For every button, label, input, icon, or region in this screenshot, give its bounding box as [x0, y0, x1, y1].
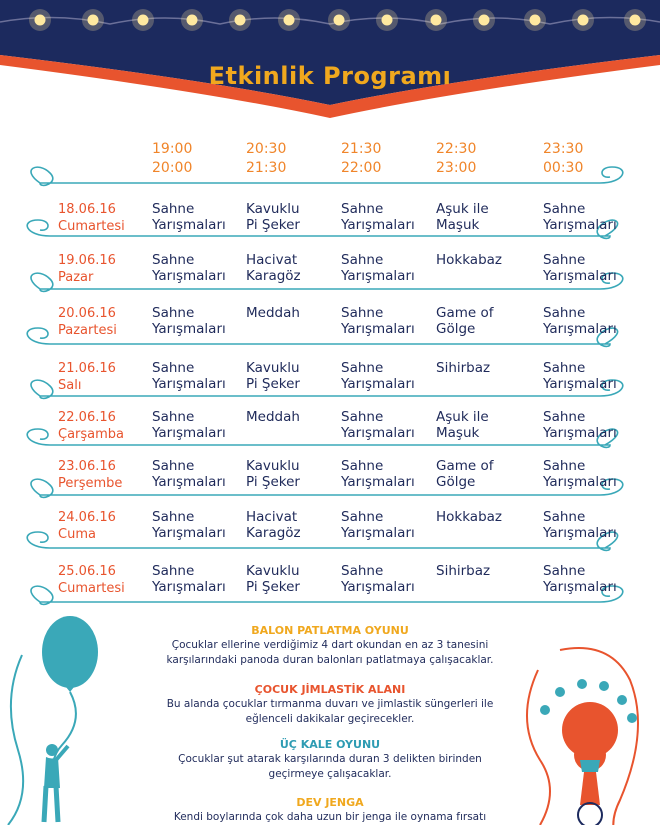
activity-desc: Çocuklar ellerine verdiğimiz 4 dart okundan en az 3 tanesini karşılarındaki panoda duran balonları patlatmaya çalışacaklar.	[166, 639, 494, 666]
schedule-cell: Sahne Yarışmaları	[152, 201, 226, 233]
schedule-cell: Hokkabaz	[436, 509, 503, 525]
activity-desc: Çocuklar şut atarak karşılarında duran 3 delikten birinden geçirmeye çalışacaklar.	[178, 753, 482, 780]
light-bulb	[35, 15, 46, 26]
light-bulb	[431, 15, 442, 26]
schedule-row	[0, 409, 660, 461]
schedule-cell: Sihirbaz	[436, 563, 491, 579]
schedule-cell: Sahne Yarışmaları	[341, 563, 415, 595]
row-date: 25.06.16 Cumartesi	[58, 564, 125, 596]
schedule-cell: Kavuklu Pi Şeker	[246, 360, 300, 392]
schedule-cell: Kavuklu Pi Şeker	[246, 201, 300, 233]
row-date: 22.06.16 Çarşamba	[58, 410, 125, 442]
activity-title: ÜÇ KALE OYUNU	[279, 738, 381, 751]
schedule-cell: Sahne Yarışmaları	[341, 201, 415, 233]
schedule-cell: Sahne Yarışmaları	[543, 201, 617, 233]
row-date: 20.06.16 Pazartesi	[58, 306, 117, 338]
time-slot-4: 22:30 23:00	[436, 141, 477, 176]
schedule-cell: Sahne Yarışmaları	[152, 458, 226, 490]
schedule-row	[0, 563, 660, 615]
schedule-cell: Sahne Yarışmaları	[543, 563, 617, 595]
schedule-cell: Sahne Yarışmaları	[152, 360, 226, 392]
light-bulb	[334, 15, 345, 26]
schedule-cell: Sahne Yarışmaları	[543, 305, 617, 337]
schedule-cell: Sahne Yarışmaları	[152, 305, 226, 337]
schedule-cell: Sahne Yarışmaları	[543, 409, 617, 441]
schedule-cell: Aşuk ile Maşuk	[436, 409, 489, 441]
schedule-cell: Sahne Yarışmaları	[341, 252, 415, 284]
schedule-table	[0, 140, 660, 610]
schedule-cell: Meddah	[246, 305, 300, 321]
light-bulb	[284, 15, 295, 26]
schedule-cell: Sahne Yarışmaları	[543, 252, 617, 284]
schedule-cell: Meddah	[246, 409, 300, 425]
light-bulb	[187, 15, 198, 26]
activity-title: ÇOCUK JİMLASTİK ALANI	[254, 683, 406, 696]
schedule-cell: Sahne Yarışmaları	[152, 509, 226, 541]
schedule-cell: Sahne Yarışmaları	[341, 409, 415, 441]
time-slot-2: 20:30 21:30	[246, 141, 287, 176]
activities-section	[0, 610, 660, 825]
schedule-cell: Sahne Yarışmaları	[543, 360, 617, 392]
light-bulb	[382, 15, 393, 26]
schedule-cell: Hacivat Karagöz	[246, 509, 301, 541]
light-bulb	[530, 15, 541, 26]
schedule-cell: Hokkabaz	[436, 252, 503, 268]
light-bulb	[479, 15, 490, 26]
schedule-cell: Sahne Yarışmaları	[152, 409, 226, 441]
row-date: 21.06.16 Salı	[58, 361, 116, 393]
schedule-cell: Game of Gölge	[436, 458, 494, 490]
activity-item	[145, 796, 515, 825]
time-slot-1: 19:00 20:00	[152, 141, 193, 176]
swirl-divider	[31, 167, 623, 185]
activity-item	[145, 738, 515, 782]
schedule-cell: Sahne Yarışmaları	[543, 458, 617, 490]
time-slot-3: 21:30 22:00	[341, 141, 382, 176]
schedule-cell: Sahne Yarışmaları	[341, 509, 415, 541]
time-slot-5: 23:30 00:30	[543, 141, 584, 176]
schedule-row	[0, 252, 660, 304]
schedule-cell: Sahne Yarışmaları	[152, 252, 226, 284]
schedule-row	[0, 201, 660, 253]
light-bulb	[138, 15, 149, 26]
balloon-child-icon	[8, 616, 98, 825]
schedule-cell: Sahne Yarışmaları	[341, 305, 415, 337]
row-date: 19.06.16 Pazar	[58, 253, 116, 285]
schedule-cell: Sahne Yarışmaları	[152, 563, 226, 595]
schedule-row	[0, 360, 660, 412]
activity-desc: Bu alanda çocuklar tırmanma duvarı ve jimlastik süngerleri ile eğlenceli dakikalar geçirecekler.	[166, 698, 494, 725]
activity-item	[145, 683, 515, 727]
activity-desc: Kendi boylarında çok daha uzun bir jenga ile oynama fırsatı	[173, 811, 487, 823]
light-bulb	[630, 15, 641, 26]
row-date: 18.06.16 Cumartesi	[58, 202, 125, 234]
row-date: 23.06.16 Perşembe	[58, 459, 123, 491]
schedule-cell: Game of Gölge	[436, 305, 494, 337]
header-banner	[0, 0, 660, 140]
juggler-clown-icon	[527, 648, 640, 825]
activity-item	[145, 624, 515, 668]
page-title: Etkinlik Programı	[208, 62, 452, 90]
schedule-cell: Sahne Yarışmaları	[341, 360, 415, 392]
schedule-cell: Sahne Yarışmaları	[341, 458, 415, 490]
schedule-cell: Hacivat Karagöz	[246, 252, 301, 284]
light-bulb	[235, 15, 246, 26]
activity-title: BALON PATLATMA OYUNU	[251, 624, 409, 637]
light-bulb	[578, 15, 589, 26]
schedule-cell: Kavuklu Pi Şeker	[246, 563, 300, 595]
schedule-cell: Sahne Yarışmaları	[543, 509, 617, 541]
row-date: 24.06.16 Cuma	[58, 510, 116, 542]
schedule-cell: Kavuklu Pi Şeker	[246, 458, 300, 490]
schedule-row	[0, 305, 660, 357]
activity-title: DEV JENGA	[296, 796, 364, 809]
schedule-cell: Sihirbaz	[436, 360, 491, 376]
light-bulb	[88, 15, 99, 26]
schedule-cell: Aşuk ile Maşuk	[436, 201, 489, 233]
schedule-row	[0, 509, 660, 561]
schedule-row	[0, 458, 660, 510]
